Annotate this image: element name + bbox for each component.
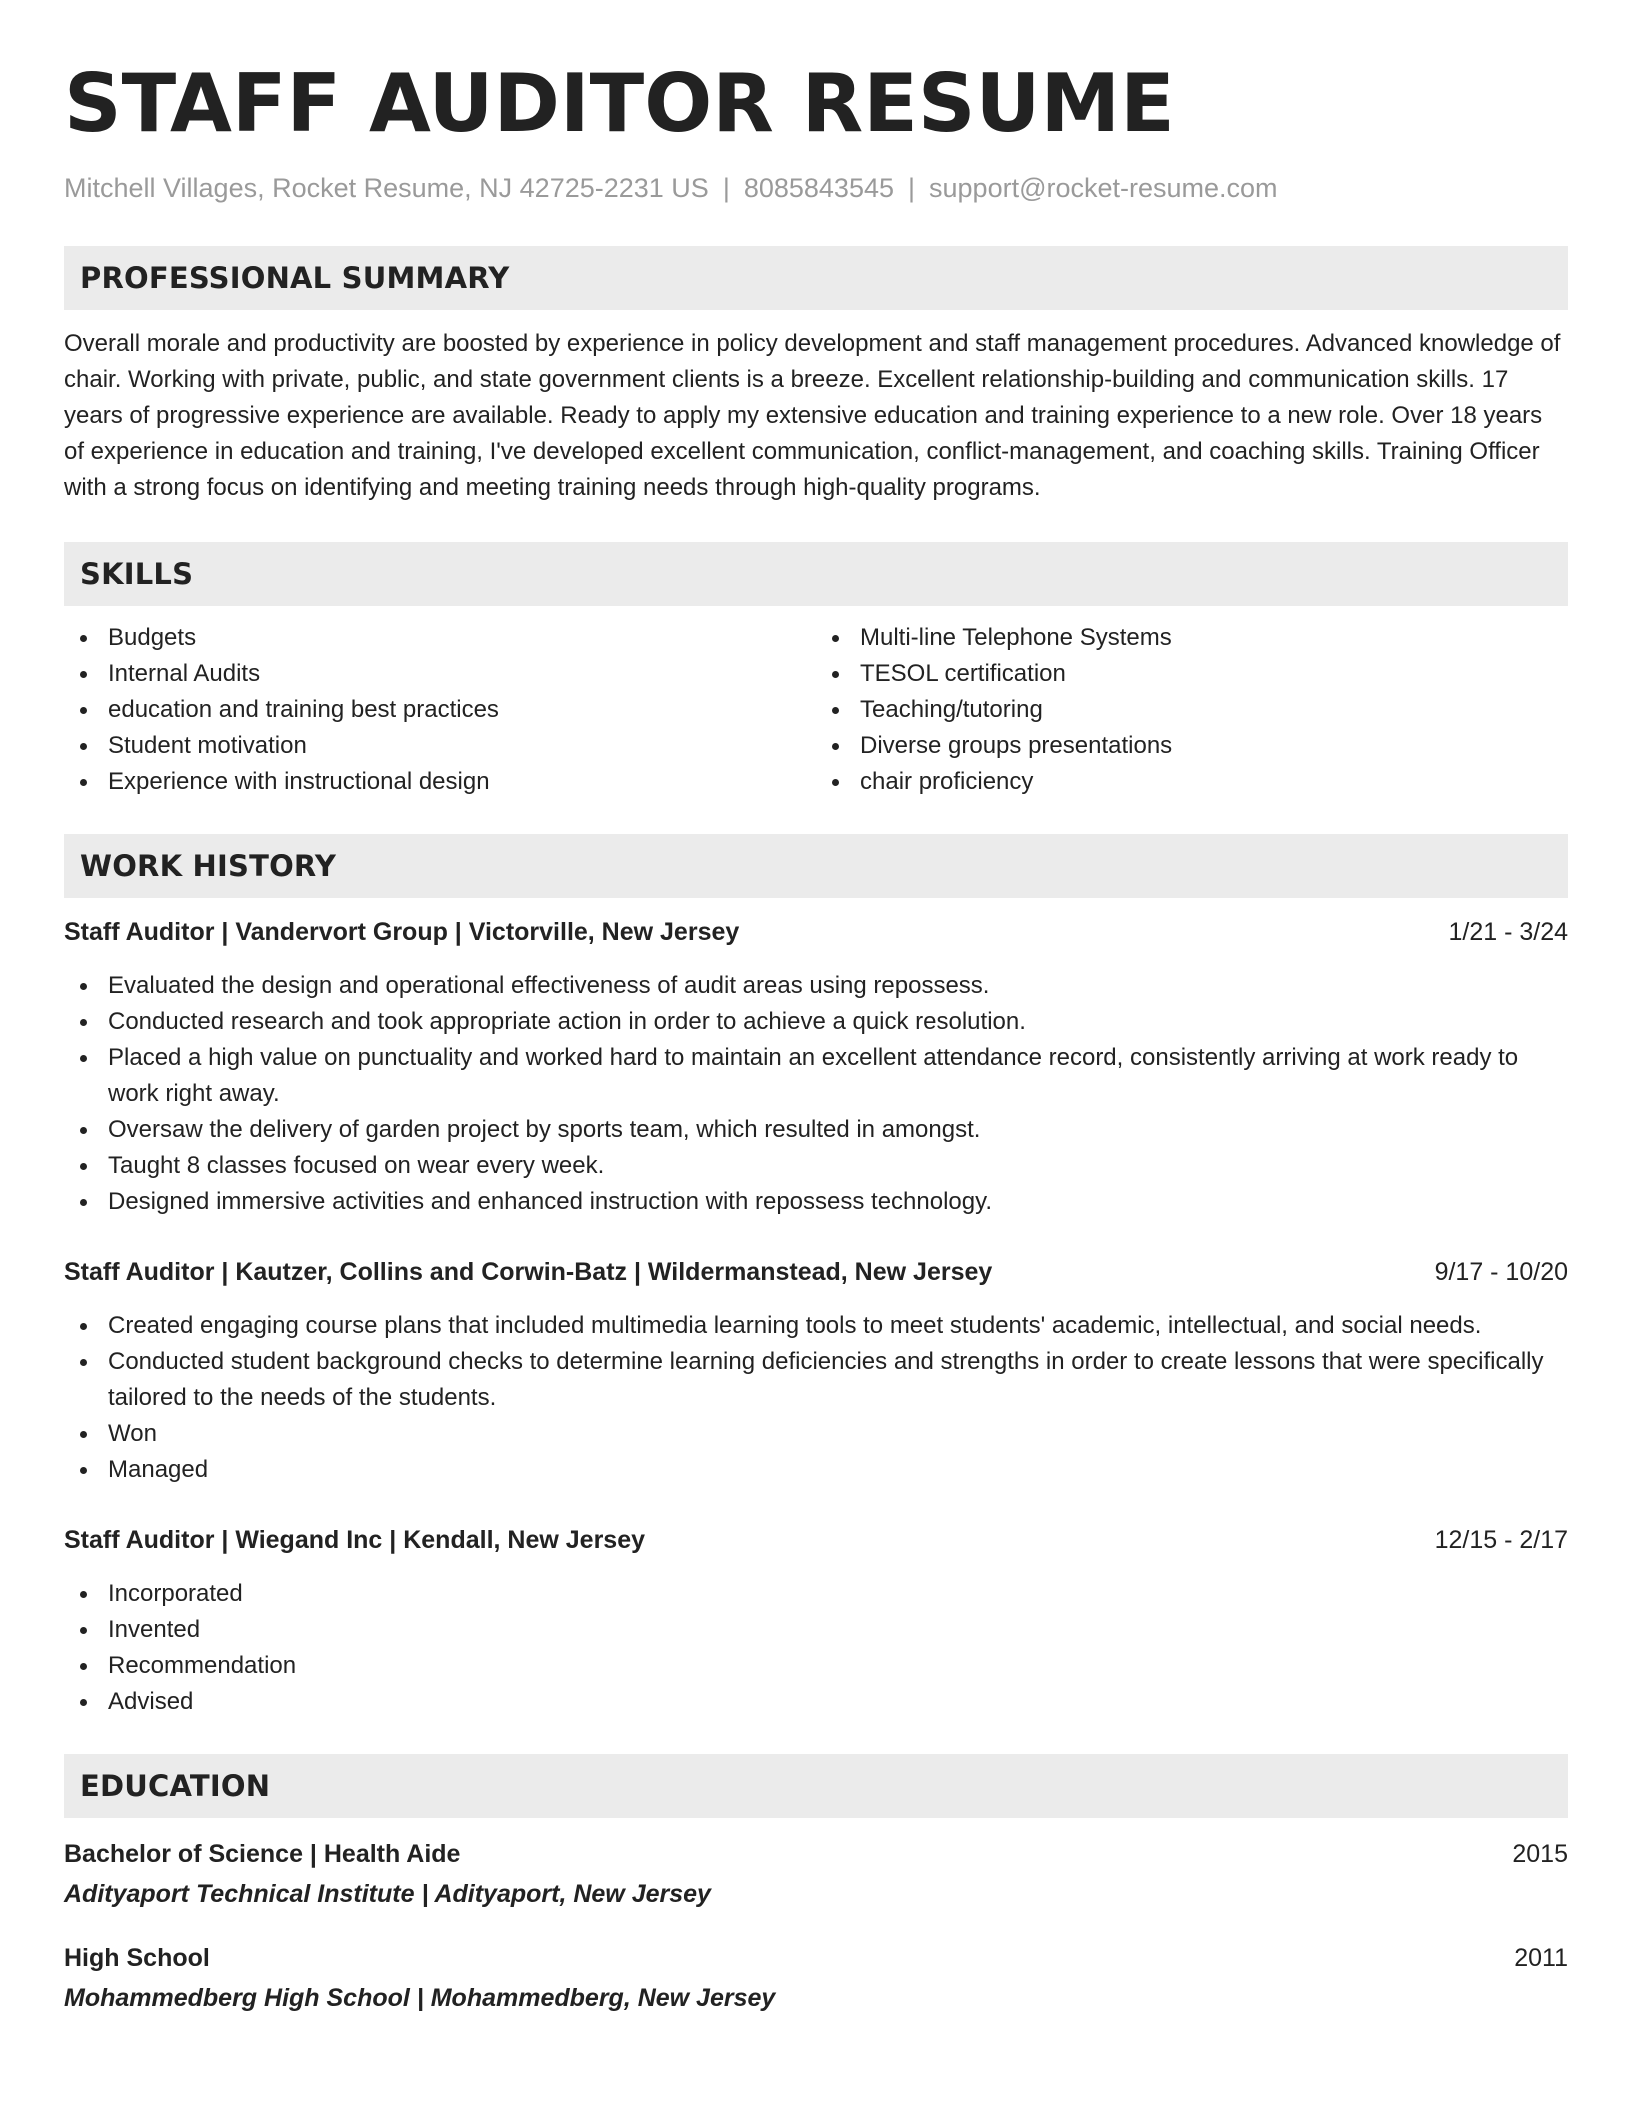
job-dates: 9/17 - 10/20 [1434,1258,1568,1286]
resume-title: STAFF AUDITOR RESUME [64,57,1175,150]
job-title: Staff Auditor | Kautzer, Collins and Corwin-Batz | Wildermanstead, New Jersey [64,1258,993,1286]
job-header [64,1522,1568,1558]
contact-line [64,170,1568,206]
summary-section-header [64,246,1568,310]
skill-item: education and training best practices [64,692,816,728]
education-school: Adityaport Technical Institute | Adityaport, New Jersey [64,1880,711,1908]
contact-address: Mitchell Villages, Rocket Resume, NJ 42725-2231 US [64,173,709,203]
job-bullet: Evaluated the design and operational effectiveness of audit areas using repossess. [64,968,1568,1004]
job-bullets [64,1576,1568,1720]
contact-email: support@rocket-resume.com [929,173,1278,203]
skill-item: Multi-line Telephone Systems [816,620,1568,656]
work-heading: WORK HISTORY [80,849,337,883]
contact-separator: | [908,173,916,203]
skill-item: Internal Audits [64,656,816,692]
job-bullet: Placed a high value on punctuality and worked hard to maintain an excellent attendance record, consistently arriving at work ready to work right away. [64,1040,1568,1112]
job-bullet: Oversaw the delivery of garden project by sports team, which resulted in amongst. [64,1112,1568,1148]
job-bullet: Managed [64,1452,1568,1488]
job-header [64,914,1568,950]
job-bullet: Advised [64,1684,1568,1720]
job-bullet: Conducted student background checks to determine learning deficiencies and strengths in order to create lessons that were specifically tailored to the needs of the students. [64,1344,1568,1416]
skill-item: Budgets [64,620,816,656]
job-bullet: Recommendation [64,1648,1568,1684]
job-entry [64,914,1568,1220]
education-year: 2011 [1514,1944,1568,1972]
education-heading: EDUCATION [80,1769,271,1803]
education-entry [64,1836,1568,1912]
job-header [64,1254,1568,1290]
skill-item: TESOL certification [816,656,1568,692]
job-bullet: Created engaging course plans that included multimedia learning tools to meet students' academic, intellectual, and social needs. [64,1308,1568,1344]
job-bullet: Incorporated [64,1576,1568,1612]
skills-section-header [64,542,1568,606]
job-dates: 12/15 - 2/17 [1434,1526,1568,1554]
education-degree: High School [64,1944,210,1972]
job-bullets [64,1308,1568,1488]
education-year: 2015 [1512,1840,1568,1868]
skills-heading: SKILLS [80,557,194,591]
skills-column-right [816,620,1568,800]
job-bullet: Taught 8 classes focused on wear every week. [64,1148,1568,1184]
education-entry [64,1940,1568,2016]
job-bullet: Won [64,1416,1568,1452]
skill-item: chair proficiency [816,764,1568,800]
education-section-header [64,1754,1568,1818]
skills-column-left [64,620,816,800]
education-school: Mohammedberg High School | Mohammedberg, New Jersey [64,1984,776,2012]
summary-text: Overall morale and productivity are boosted by experience in policy development and staff management procedures. Advanced knowledge of chair. Working with private, public, and state government clients is a breeze. Excellent relationship-building and communication skills. 17 years of progressive experience are available. Ready to apply my extensive education and training experience to a new role. Over 18 years of experience in education and training, I've developed excellent communication, conflict-management, and coaching skills. Training Officer with a strong focus on identifying and meeting training needs through high-quality programs. [64,330,1561,501]
job-title: Staff Auditor | Wiegand Inc | Kendall, New Jersey [64,1526,646,1554]
job-entry [64,1254,1568,1488]
job-bullet: Invented [64,1612,1568,1648]
skill-item: Teaching/tutoring [816,692,1568,728]
contact-separator: | [722,173,730,203]
contact-phone: 8085843545 [743,173,894,203]
job-entry [64,1522,1568,1720]
summary-heading: PROFESSIONAL SUMMARY [80,261,510,295]
education-degree: Bachelor of Science | Health Aide [64,1840,461,1868]
skills-list [64,620,1568,800]
work-section-header [64,834,1568,898]
skill-item: Experience with instructional design [64,764,816,800]
job-bullet: Designed immersive activities and enhanced instruction with repossess technology. [64,1184,1568,1220]
education-header [64,1836,1568,1872]
education-header [64,1940,1568,1976]
job-dates: 1/21 - 3/24 [1448,918,1568,946]
job-title: Staff Auditor | Vandervort Group | Victorville, New Jersey [64,918,740,946]
skill-item: Student motivation [64,728,816,764]
job-bullets [64,968,1568,1220]
job-bullet: Conducted research and took appropriate action in order to achieve a quick resolution. [64,1004,1568,1040]
skill-item: Diverse groups presentations [816,728,1568,764]
